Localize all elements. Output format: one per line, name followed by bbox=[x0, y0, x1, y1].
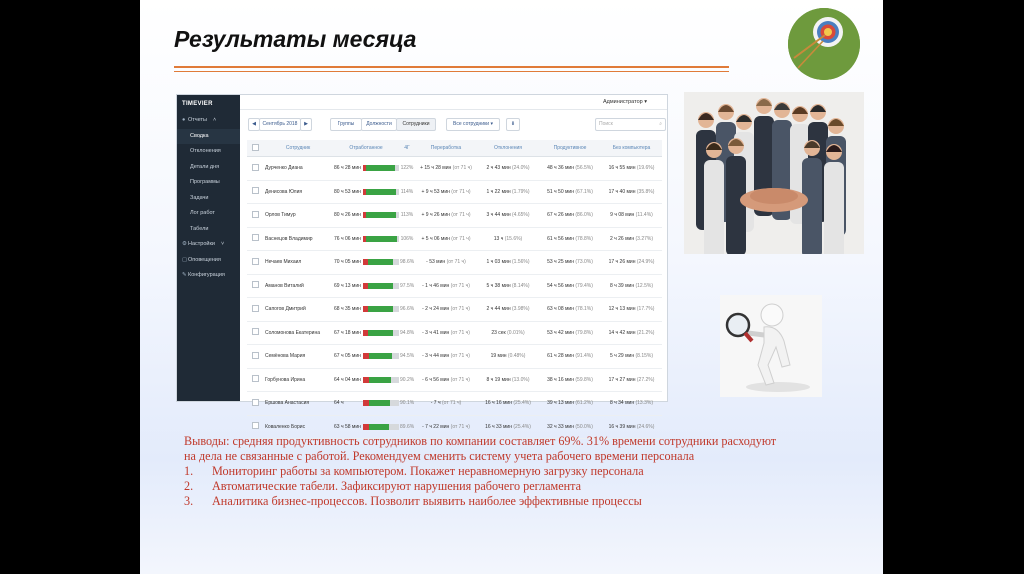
no-computer-value: 14 ч 42 мин bbox=[608, 329, 636, 336]
deviation-value: 19 мин bbox=[490, 353, 507, 360]
percent-value: 94.5% bbox=[400, 353, 415, 360]
productivity-bar bbox=[363, 212, 399, 218]
bar-green bbox=[368, 259, 394, 265]
productivity-bar bbox=[363, 400, 399, 406]
sidebar bbox=[177, 95, 240, 401]
productive-percent: (79.8%) bbox=[575, 329, 593, 336]
column-header[interactable]: Сотрудник bbox=[263, 140, 333, 157]
sidebar-item-label: Детали дня bbox=[190, 163, 220, 170]
sidebar-item-label: Задачи bbox=[190, 194, 209, 201]
sidebar-item-label: Отчеты bbox=[188, 117, 208, 123]
row-checkbox[interactable] bbox=[252, 305, 259, 312]
no-computer-percent: (12.5%) bbox=[635, 282, 653, 289]
sidebar-item[interactable] bbox=[177, 191, 240, 207]
list-text: Автоматические табели. Зафиксируют нарушения рабочего регламента bbox=[212, 479, 582, 493]
column-header[interactable]: Отклонения bbox=[477, 140, 539, 157]
productivity-bar bbox=[363, 353, 399, 359]
overtime-value: - 7 ч 22 мин bbox=[422, 423, 450, 430]
team-hands-photo bbox=[684, 92, 864, 254]
productive-percent: (56.5%) bbox=[575, 165, 593, 172]
overtime-value: - 3 ч 41 мин bbox=[422, 329, 450, 336]
sidebar-item[interactable] bbox=[177, 253, 240, 269]
overtime-value: - 6 ч 56 мин bbox=[422, 376, 450, 383]
productive-percent: (86.0%) bbox=[575, 212, 593, 219]
deviation-value: 8 ч 19 мин bbox=[486, 376, 511, 383]
user-icon: ● bbox=[182, 117, 186, 123]
overtime-norm: (от 71 ч) bbox=[450, 329, 470, 336]
bar-green bbox=[366, 212, 396, 218]
worked-time: 63 ч 58 мин bbox=[334, 423, 361, 430]
row-checkbox[interactable] bbox=[252, 211, 259, 218]
overtime-norm: (от 71 ч) bbox=[441, 400, 462, 407]
employee-name[interactable]: Нечаев Михаил bbox=[265, 259, 302, 266]
productive-value: 63 ч 08 мин bbox=[547, 306, 574, 313]
title-divider-thin bbox=[174, 71, 729, 72]
month-selector[interactable]: Сентябрь 2018 bbox=[259, 118, 301, 131]
no-computer-percent: (27.2%) bbox=[636, 376, 655, 383]
conclusion-list-item bbox=[184, 464, 784, 479]
employee-name[interactable]: Горбунова Ирина bbox=[265, 376, 306, 383]
deviation-value: 23 сек bbox=[491, 329, 506, 336]
prev-month-button[interactable]: ◀ bbox=[248, 118, 260, 131]
worked-time: 80 ч 26 мин bbox=[334, 212, 361, 219]
deviation-value: 16 ч 16 мин bbox=[485, 400, 512, 407]
worked-time: 70 ч 05 мин bbox=[334, 259, 361, 266]
conclusion-list-item bbox=[184, 479, 784, 494]
sidebar-item-label: Программы bbox=[190, 179, 220, 185]
employee-name[interactable]: Семёнова Мария bbox=[265, 353, 306, 360]
table-row[interactable] bbox=[247, 204, 662, 228]
productive-value: 67 ч 26 мин bbox=[547, 212, 574, 219]
worked-time: 86 ч 28 мин bbox=[334, 165, 361, 172]
table-row[interactable] bbox=[247, 392, 662, 416]
row-checkbox[interactable] bbox=[252, 234, 259, 241]
deviation-percent: (25.4%) bbox=[513, 400, 531, 407]
deviation-percent: (1.79%) bbox=[511, 188, 530, 195]
column-header[interactable]: Переработка bbox=[415, 140, 477, 157]
employee-name[interactable]: Коваленко Борис bbox=[265, 423, 306, 430]
sidebar-item[interactable] bbox=[177, 268, 240, 284]
productivity-bar bbox=[363, 377, 399, 383]
top-bar bbox=[240, 95, 667, 110]
sidebar-item-label: Лог работ bbox=[190, 210, 215, 216]
chevron-icon: ˄ bbox=[213, 117, 217, 123]
deviation-percent: (3.98%) bbox=[511, 306, 530, 313]
no-computer-value: 9 ч 08 мин bbox=[610, 212, 635, 219]
conclusion-list-item bbox=[184, 494, 784, 509]
deviation-value: 2 ч 43 мин bbox=[486, 165, 511, 172]
list-number: 2. bbox=[184, 479, 194, 493]
list-text: Мониторинг работы за компьютером. Покажет неравномерную загрузку персонала bbox=[212, 464, 644, 478]
bell-icon: ▢ bbox=[182, 256, 188, 263]
bar-green bbox=[369, 353, 392, 359]
deviation-value: 1 ч 03 мин bbox=[486, 259, 511, 266]
productive-percent: (67.1%) bbox=[575, 188, 593, 195]
worked-time: 68 ч 35 мин bbox=[334, 306, 361, 313]
sidebar-item[interactable] bbox=[177, 160, 240, 176]
no-computer-value: 17 ч 26 мин bbox=[608, 259, 636, 266]
bar-green bbox=[368, 283, 394, 289]
bar-green bbox=[368, 330, 393, 336]
no-computer-value: 17 ч 40 мин bbox=[608, 188, 636, 195]
employee-name[interactable]: Васнецов Владимир bbox=[265, 235, 313, 242]
no-computer-percent: (3.27%) bbox=[635, 235, 653, 242]
target-icon bbox=[788, 8, 860, 80]
row-checkbox[interactable] bbox=[252, 281, 259, 288]
no-computer-value: 17 ч 27 мин bbox=[608, 376, 636, 383]
bar-green bbox=[366, 165, 395, 171]
bar-green bbox=[368, 306, 394, 312]
deviation-percent: (4.65%) bbox=[511, 212, 530, 219]
percent-value: 90.2% bbox=[400, 376, 415, 383]
employee-filter[interactable]: Все сотрудники ▾ bbox=[446, 118, 500, 131]
sidebar-item[interactable] bbox=[177, 222, 240, 238]
no-computer-value: 12 ч 13 мин bbox=[608, 306, 636, 313]
row-checkbox[interactable] bbox=[252, 164, 259, 171]
overtime-norm: (от 71 ч) bbox=[451, 188, 471, 195]
deviation-value: 1 ч 22 мин bbox=[486, 188, 511, 195]
overtime-norm: (от 71 ч) bbox=[450, 353, 470, 360]
sidebar-item[interactable] bbox=[177, 113, 240, 129]
no-computer-percent: (13.3%) bbox=[635, 400, 653, 407]
overtime-value: - 2 ч 24 мин bbox=[422, 306, 450, 313]
worked-time: 76 ч 06 мин bbox=[334, 235, 361, 242]
no-computer-value: 8 ч 39 мин bbox=[609, 282, 635, 289]
employee-name[interactable]: Сапогов Дмитрий bbox=[265, 306, 306, 313]
table-row[interactable] bbox=[247, 227, 662, 251]
table-row[interactable] bbox=[247, 251, 662, 275]
deviation-value: 16 ч 33 мин bbox=[485, 423, 512, 430]
employee-name[interactable]: Аманов Виталий bbox=[265, 282, 304, 289]
row-checkbox[interactable] bbox=[252, 352, 259, 359]
app-logo: TIMEVIER bbox=[182, 101, 213, 107]
no-computer-percent: (24.6%) bbox=[636, 423, 655, 430]
deviation-percent: (13.0%) bbox=[511, 376, 530, 383]
magnifier-icon bbox=[720, 295, 822, 397]
table-row[interactable] bbox=[247, 368, 662, 392]
search-placeholder: Поиск bbox=[599, 121, 613, 127]
percent-value: 106% bbox=[400, 235, 414, 242]
search-icon: ⌕ bbox=[659, 121, 662, 127]
overtime-norm: (от 71 ч) bbox=[450, 376, 470, 383]
no-computer-value: 2 ч 26 мин bbox=[609, 235, 635, 242]
archery-target-image bbox=[788, 8, 860, 80]
sidebar-item[interactable] bbox=[177, 175, 240, 191]
productivity-bar bbox=[363, 424, 399, 430]
overtime-value: + 9 ч 53 мин bbox=[421, 188, 450, 195]
percent-value: 94.8% bbox=[400, 329, 415, 336]
bar-green bbox=[369, 424, 390, 430]
sidebar-item-label: Сводка bbox=[190, 132, 209, 139]
row-checkbox[interactable] bbox=[252, 375, 259, 382]
worked-time: 80 ч 53 мин bbox=[334, 188, 361, 195]
deviation-value: 3 ч 44 мин bbox=[486, 212, 511, 219]
table-row[interactable] bbox=[247, 321, 662, 345]
no-computer-percent: (35.8%) bbox=[636, 188, 655, 195]
overtime-norm: (от 71 ч) bbox=[450, 423, 470, 430]
worked-time: 64 ч bbox=[334, 400, 344, 407]
table-row[interactable] bbox=[247, 298, 662, 322]
percent-value: 98.6% bbox=[400, 259, 415, 266]
no-computer-percent: (24.9%) bbox=[636, 259, 655, 266]
sidebar-item-label: Табели bbox=[190, 225, 209, 232]
employee-name[interactable]: Ершова Анастасия bbox=[265, 400, 310, 407]
overtime-value: - 53 мин bbox=[426, 259, 446, 266]
productive-percent: (78.1%) bbox=[575, 306, 593, 313]
overtime-norm: (от 71 ч) bbox=[452, 165, 472, 172]
overtime-value: - 3 ч 44 мин bbox=[422, 353, 450, 360]
next-month-button[interactable]: ▶ bbox=[300, 118, 312, 131]
productive-percent: (79.4%) bbox=[575, 282, 593, 289]
row-checkbox[interactable] bbox=[252, 399, 259, 406]
percent-value: 96.6% bbox=[400, 306, 415, 313]
productive-value: 32 ч 33 мин bbox=[547, 423, 574, 430]
percent-value: 89.6% bbox=[400, 423, 415, 430]
list-text: Аналитика бизнес-процессов. Позволит выявить наиболее эффективные процессы bbox=[212, 494, 642, 508]
employees-table bbox=[247, 140, 662, 439]
overtime-value: - 7 ч bbox=[430, 400, 441, 407]
no-computer-value: 8 ч 34 мин bbox=[609, 400, 635, 407]
slide bbox=[140, 0, 883, 574]
no-computer-value: 16 ч 55 мин bbox=[608, 165, 636, 172]
column-header[interactable]: Продуктивное bbox=[539, 140, 601, 157]
deviation-percent: (1.56%) bbox=[511, 259, 530, 266]
deviation-value: 13 ч bbox=[493, 235, 504, 242]
productive-value: 61 ч 28 мин bbox=[547, 353, 574, 360]
deviation-percent: (0.01%) bbox=[507, 329, 525, 336]
row-checkbox[interactable] bbox=[252, 258, 259, 265]
no-computer-percent: (19.6%) bbox=[636, 165, 655, 172]
column-header[interactable]: 4Г bbox=[399, 140, 415, 157]
productive-value: 53 ч 25 мин bbox=[547, 259, 574, 266]
sidebar-item[interactable] bbox=[177, 129, 240, 145]
gear-icon: ⚙ bbox=[182, 241, 187, 247]
timevier-app bbox=[176, 94, 668, 430]
employee-name[interactable]: Орлов Тимур bbox=[265, 212, 296, 219]
percent-value: 113% bbox=[400, 212, 414, 219]
productive-percent: (73.0%) bbox=[575, 259, 593, 266]
admin-menu[interactable]: Администратор ▾ bbox=[603, 99, 647, 105]
sidebar-item-label: Оповещения bbox=[188, 256, 221, 263]
column-header[interactable]: Отработанное bbox=[333, 140, 399, 157]
deviation-percent: (0.48%) bbox=[507, 353, 526, 360]
bar-green bbox=[366, 236, 396, 242]
select-all-checkbox[interactable] bbox=[252, 144, 259, 151]
table-row[interactable] bbox=[247, 274, 662, 298]
conclusion-block bbox=[184, 434, 784, 509]
productive-percent: (78.8%) bbox=[575, 235, 593, 242]
overtime-norm: (от 71 ч) bbox=[450, 282, 470, 289]
productivity-bar bbox=[363, 306, 399, 312]
column-header[interactable]: Без компьютера bbox=[601, 140, 662, 157]
title-divider bbox=[174, 66, 729, 68]
percent-value: 114% bbox=[400, 188, 414, 195]
productivity-bar bbox=[363, 283, 399, 289]
toolbar bbox=[240, 115, 667, 131]
table-row[interactable] bbox=[247, 180, 662, 204]
overtime-norm: (от 71 ч) bbox=[446, 259, 466, 266]
productive-percent: (59.8%) bbox=[575, 376, 593, 383]
row-checkbox[interactable] bbox=[252, 422, 259, 429]
overtime-value: + 9 ч 26 мин bbox=[421, 212, 450, 219]
percent-value: 90.1% bbox=[400, 400, 415, 407]
list-number: 1. bbox=[184, 464, 194, 478]
row-checkbox[interactable] bbox=[252, 187, 259, 194]
bar-green bbox=[369, 377, 391, 383]
percent-value: 97.5% bbox=[400, 282, 415, 289]
productive-value: 38 ч 16 мин bbox=[547, 376, 574, 383]
team-illustration bbox=[684, 92, 864, 254]
overtime-value: + 15 ч 28 мин bbox=[420, 165, 452, 172]
sidebar-item[interactable] bbox=[177, 144, 240, 160]
deviation-value: 5 ч 38 мин bbox=[486, 282, 511, 289]
bar-green bbox=[366, 189, 396, 195]
worked-time: 69 ч 13 мин bbox=[334, 282, 361, 289]
table-header bbox=[247, 140, 662, 157]
employee-name[interactable]: Соломонова Екатерина bbox=[265, 329, 320, 336]
search-input[interactable] bbox=[595, 118, 666, 131]
table-row[interactable] bbox=[247, 345, 662, 369]
productivity-bar bbox=[363, 330, 399, 336]
productive-percent: (61.2%) bbox=[575, 400, 593, 407]
productive-percent: (50.0%) bbox=[575, 423, 593, 430]
overtime-norm: (от 71 ч) bbox=[451, 235, 471, 242]
productivity-bar bbox=[363, 236, 399, 242]
worked-time: 67 ч 05 мин bbox=[334, 353, 361, 360]
productive-value: 54 ч 56 мин bbox=[547, 282, 574, 289]
productivity-bar bbox=[363, 259, 399, 265]
deviation-percent: (24.0%) bbox=[511, 165, 530, 172]
percent-value: 122% bbox=[400, 165, 414, 172]
sidebar-item[interactable] bbox=[177, 206, 240, 222]
row-checkbox[interactable] bbox=[252, 328, 259, 335]
no-computer-percent: (11.4%) bbox=[635, 212, 653, 219]
overtime-norm: (от 71 ч) bbox=[451, 212, 471, 219]
tab-employees[interactable]: Сотрудники bbox=[396, 118, 436, 131]
no-computer-percent: (8.15%) bbox=[635, 353, 653, 360]
productivity-bar bbox=[363, 189, 399, 195]
no-computer-value: 5 ч 29 мин bbox=[609, 353, 635, 360]
list-number: 3. bbox=[184, 494, 194, 508]
overtime-value: - 1 ч 46 мин bbox=[422, 282, 450, 289]
magnifier-figure-image bbox=[720, 295, 822, 397]
productive-value: 39 ч 13 мин bbox=[547, 400, 574, 407]
deviation-percent: (8.14%) bbox=[511, 282, 530, 289]
productive-percent: (91.4%) bbox=[575, 353, 593, 360]
chevron-icon: ˅ bbox=[220, 241, 225, 247]
overtime-value: + 5 ч 06 мин bbox=[421, 235, 450, 242]
sidebar-item[interactable] bbox=[177, 237, 240, 253]
overtime-norm: (от 71 ч) bbox=[450, 306, 470, 313]
employee-name[interactable]: Денисова Юлия bbox=[265, 188, 303, 195]
no-computer-percent: (17.7%) bbox=[636, 306, 655, 313]
sidebar-item-label: Настройки bbox=[188, 241, 215, 247]
sidebar-item-label: Отклонения bbox=[190, 148, 221, 154]
table-row[interactable] bbox=[247, 157, 662, 181]
wrench-icon: ✎ bbox=[182, 272, 187, 278]
conclusion-text: Выводы: средняя продуктивность сотрудников по компании составляет 69%. 31% времени сотрудники расходуют на дела не связанные с работой. Рекомендуем сменить систему учета рабочего времени персонала bbox=[184, 434, 777, 463]
slide-title: Результаты месяца bbox=[174, 26, 417, 52]
deviation-percent: (25.4%) bbox=[513, 423, 531, 430]
download-icon[interactable]: ⬇ bbox=[506, 118, 520, 131]
productive-value: 48 ч 36 мин bbox=[547, 165, 574, 172]
tab-positions[interactable]: Должности bbox=[361, 118, 397, 131]
deviation-value: 2 ч 44 мин bbox=[486, 306, 511, 313]
no-computer-percent: (21.2%) bbox=[636, 329, 655, 336]
no-computer-value: 16 ч 39 мин bbox=[608, 423, 636, 430]
productivity-bar bbox=[363, 165, 399, 171]
bar-green bbox=[369, 400, 390, 406]
productive-value: 51 ч 50 мин bbox=[547, 188, 574, 195]
sidebar-item-label: Конфигурация bbox=[188, 272, 225, 278]
productive-value: 53 ч 42 мин bbox=[547, 329, 574, 336]
productive-value: 61 ч 56 мин bbox=[547, 235, 574, 242]
tab-groups[interactable]: Группы bbox=[330, 118, 362, 131]
worked-time: 67 ч 18 мин bbox=[334, 329, 361, 336]
employee-name[interactable]: Дурченко Диана bbox=[265, 165, 303, 172]
column-header[interactable] bbox=[247, 140, 263, 157]
deviation-percent: (15.6%) bbox=[504, 235, 523, 242]
worked-time: 64 ч 04 мин bbox=[334, 376, 361, 383]
